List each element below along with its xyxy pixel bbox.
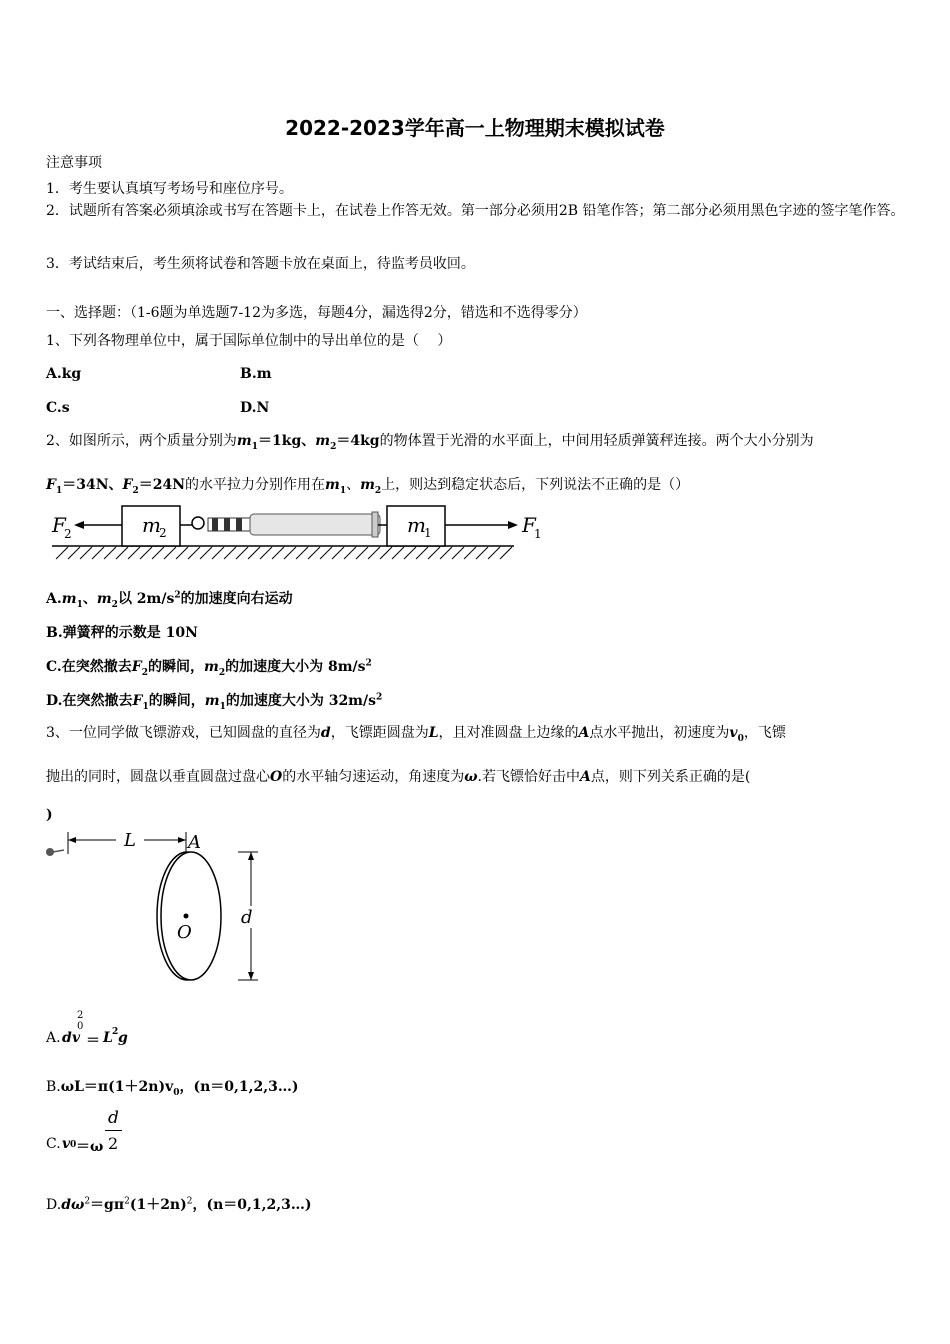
- notice-item-1: 1．考生要认真填写考场号和座位序号。: [46, 181, 293, 197]
- label-o: O: [177, 922, 192, 943]
- q3-stem: 3、一位同学做飞镖游戏，已知圆盘的直径为d，飞镖距圆盘为L，且对准圆盘上边缘的A点水平抛出，初速度为$v_0$，飞镖 抛出的同时，圆盘以垂直圆盘过盘心O的水平轴匀速运动，角速度为ω.若飞镖恰好击中A点，则下列关系正确的是( ): [46, 725, 786, 823]
- q2-option-b: B.弹簧秤的示数是 10N: [46, 625, 198, 641]
- notice-heading: 注意事项: [46, 155, 102, 171]
- q2-figure: [46, 500, 546, 566]
- q1-option-c: C.s: [46, 400, 70, 416]
- q2-option-d: D.在突然撤去$F_1$的瞬间，$m_1$的加速度大小为 $32m/s^2$: [46, 692, 383, 712]
- arrow-f1: [445, 521, 518, 529]
- q3-option-d: $D.d\omega^2=g\pi^2(1+2n)^2$，(n＝0,1,2,3…): [46, 1196, 312, 1213]
- disk: [157, 852, 221, 980]
- spring-scale: [180, 512, 387, 537]
- q1-option-a: A.kg: [46, 366, 82, 382]
- q3-option-a: A. d v 2 0 ＝ L 2 g: [46, 1010, 128, 1049]
- label-f2-sub: 2: [64, 527, 72, 541]
- label-d: d: [241, 907, 253, 928]
- notice-item-2: 2．试题所有答案必须填涂或书写在答题卡上，在试卷上作答无效。第一部分必须用2B 铅笔作答；第二部分必须用黑色字迹的签字笔作答。: [46, 203, 905, 219]
- label-f1: F: [522, 513, 536, 537]
- label-m1-sub: 1: [424, 526, 432, 540]
- q3-option-b: $B.\omega L=\pi(1+2n)v_0$，(n＝0,1,2,3…): [46, 1079, 299, 1098]
- q1-stem: 1、下列各物理单位中，属于国际单位制中的导出单位的是（ ）: [46, 333, 452, 349]
- dart: [46, 848, 64, 856]
- q2-option-c: C.在突然撤去$F_2$的瞬间，$m_2$的加速度大小为 $8m/s^2$: [46, 658, 372, 678]
- section-heading: 一、选择题：（1-6题为单选题7-12为多选，每题4分，漏选得2分，错选和不选得零分）: [46, 305, 587, 321]
- ground-hatch: [56, 547, 512, 559]
- q2-option-a: $A.m_1$、$m_2$以 $2m/s^2$的加速度向右运动: [46, 590, 293, 610]
- q3-figure: [44, 826, 274, 986]
- q1-option-d: D.N: [240, 400, 270, 416]
- q1-option-b: B.m: [240, 366, 272, 382]
- label-a: A: [188, 832, 201, 853]
- label-m1: m: [407, 513, 426, 537]
- label-m2: m: [142, 513, 161, 537]
- label-f1-sub: 1: [534, 527, 542, 541]
- fraction-bar: [105, 1130, 122, 1131]
- q3-option-c: C. v 0 ＝ω d 2: [46, 1108, 246, 1158]
- label-l: L: [124, 830, 136, 851]
- label-m2-sub: 2: [159, 526, 167, 540]
- label-f2: F: [52, 513, 66, 537]
- page-title: 2022-2023学年高一上物理期末模拟试卷: [285, 116, 665, 140]
- notice-item-3: 3．考试结束后，考生须将试卷和答题卡放在桌面上，待监考员收回。: [46, 256, 475, 272]
- arrow-f2: [74, 521, 122, 529]
- q2-stem: 2、如图所示，两个质量分别为$m_1=1kg$、$m_2=4kg$的物体置于光滑的水平面上，中间用轻质弹簧秤连接。两个大小分别为 $F_1=34N$、$F_2=24N$的水平拉力分别作用在$m_1$、$m_2$上，则达到稳定状态后，下列说法不正确的是（）: [46, 433, 814, 496]
